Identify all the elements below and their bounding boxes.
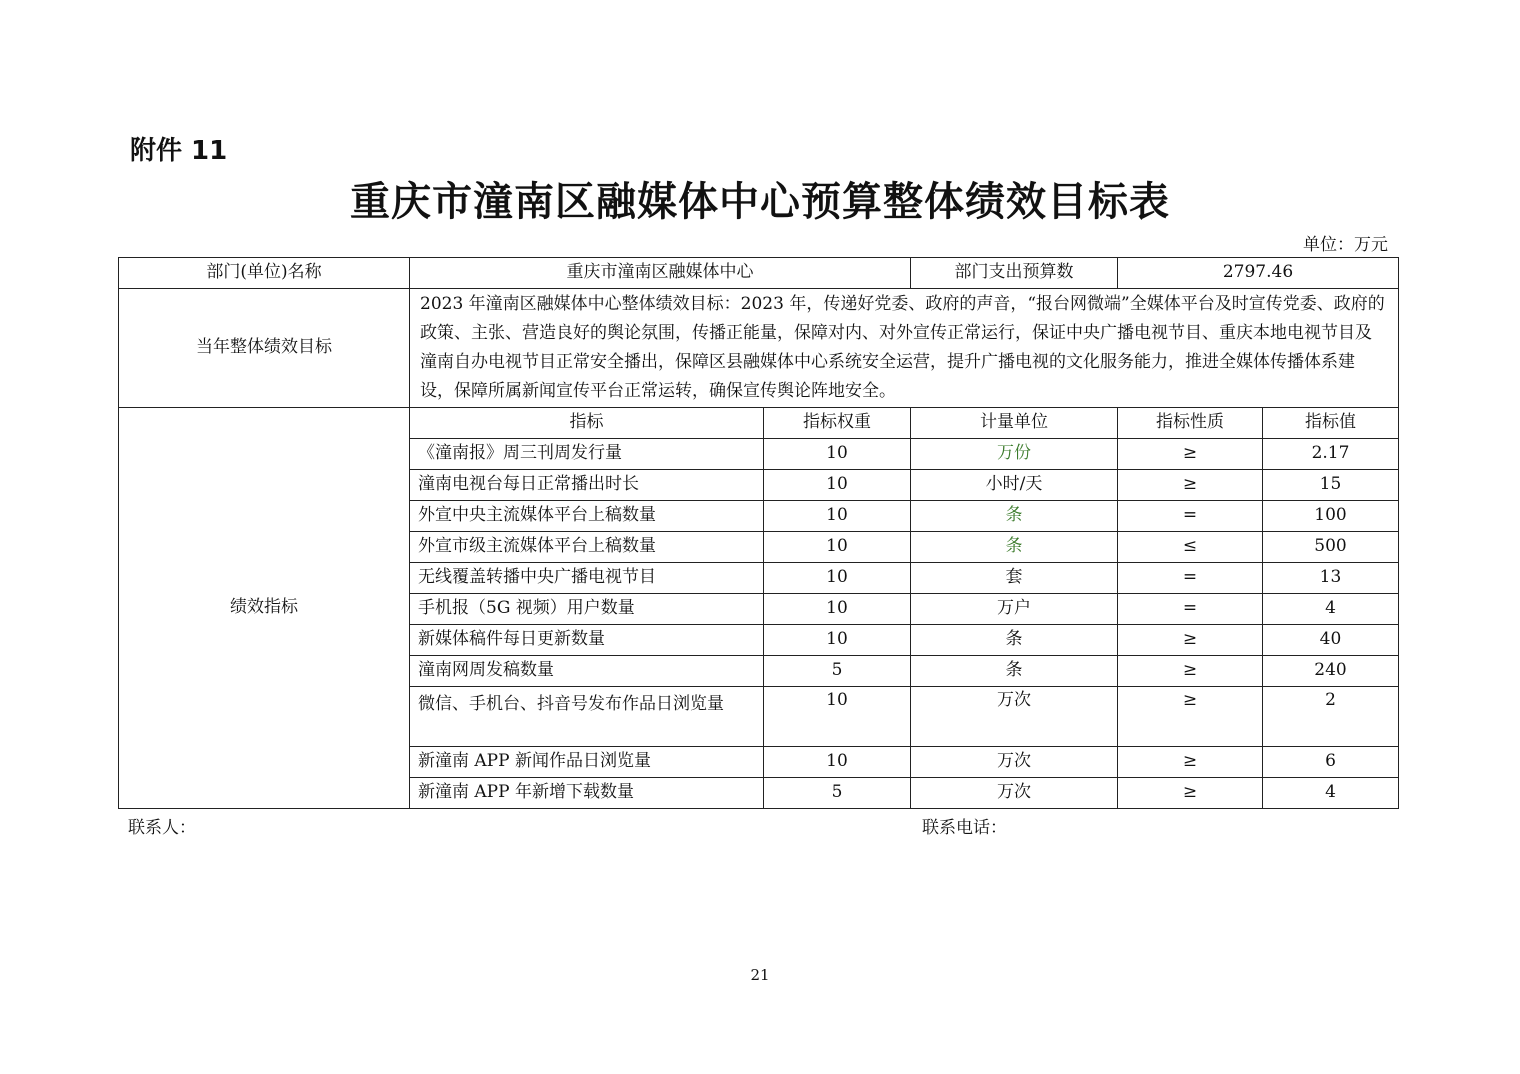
indicator-nature: ≥ (1118, 778, 1263, 809)
indicator-name: 《潼南报》周三刊周发行量 (410, 439, 764, 470)
indicator-weight: 10 (764, 687, 911, 747)
budget-value: 2797.46 (1118, 258, 1399, 289)
indicator-unit: 条 (911, 501, 1118, 532)
col-header-unit: 计量单位 (911, 408, 1118, 439)
indicators-label: 绩效指标 (119, 408, 410, 809)
indicator-name: 微信、手机台、抖音号发布作品日浏览量 (410, 687, 764, 747)
indicator-unit: 条 (911, 625, 1118, 656)
phone-label: 联系电话： (922, 818, 1007, 838)
indicator-name: 手机报（5G 视频）用户数量 (410, 594, 764, 625)
indicator-value: 500 (1263, 532, 1399, 563)
col-header-weight: 指标权重 (764, 408, 911, 439)
indicator-name: 新媒体稿件每日更新数量 (410, 625, 764, 656)
goal-row (119, 289, 1399, 408)
indicator-value: 100 (1263, 501, 1399, 532)
indicator-value: 13 (1263, 563, 1399, 594)
header-row (119, 258, 1399, 289)
dept-name: 重庆市潼南区融媒体中心 (410, 258, 911, 289)
unit-note: 单位：万元 (1303, 235, 1388, 255)
indicator-weight: 5 (764, 778, 911, 809)
indicator-unit: 万次 (911, 778, 1118, 809)
annex-label: 附件 11 (130, 136, 228, 166)
indicator-weight: 10 (764, 501, 911, 532)
indicator-unit: 万份 (911, 439, 1118, 470)
indicator-value: 40 (1263, 625, 1399, 656)
indicator-value: 4 (1263, 778, 1399, 809)
indicator-nature: = (1118, 594, 1263, 625)
indicator-name: 潼南电视台每日正常播出时长 (410, 470, 764, 501)
indicator-header-row (119, 408, 1399, 439)
indicator-nature: = (1118, 563, 1263, 594)
indicator-unit: 套 (911, 563, 1118, 594)
indicator-name: 外宣市级主流媒体平台上稿数量 (410, 532, 764, 563)
indicator-value: 2 (1263, 687, 1399, 747)
indicator-nature: ≥ (1118, 439, 1263, 470)
indicator-name: 新潼南 APP 年新增下载数量 (410, 778, 764, 809)
indicator-unit: 条 (911, 656, 1118, 687)
indicator-weight: 10 (764, 470, 911, 501)
indicator-nature: ≥ (1118, 687, 1263, 747)
indicator-weight: 10 (764, 625, 911, 656)
indicator-weight: 5 (764, 656, 911, 687)
indicator-nature: = (1118, 501, 1263, 532)
col-header-nature: 指标性质 (1118, 408, 1263, 439)
page-number: 21 (750, 966, 770, 984)
indicator-nature: ≤ (1118, 532, 1263, 563)
indicator-name: 潼南网周发稿数量 (410, 656, 764, 687)
performance-table (118, 257, 1399, 809)
col-header-value: 指标值 (1263, 408, 1399, 439)
indicator-unit: 条 (911, 532, 1118, 563)
indicator-nature: ≥ (1118, 656, 1263, 687)
indicator-weight: 10 (764, 532, 911, 563)
indicator-value: 6 (1263, 747, 1399, 778)
indicator-value: 4 (1263, 594, 1399, 625)
indicator-name: 无线覆盖转播中央广播电视节目 (410, 563, 764, 594)
indicator-weight: 10 (764, 594, 911, 625)
indicator-weight: 10 (764, 563, 911, 594)
indicator-value: 2.17 (1263, 439, 1399, 470)
budget-label: 部门支出预算数 (911, 258, 1118, 289)
indicator-value: 15 (1263, 470, 1399, 501)
contact-label: 联系人： (128, 818, 196, 838)
indicator-unit: 万次 (911, 687, 1118, 747)
indicator-weight: 10 (764, 439, 911, 470)
indicator-name: 外宣中央主流媒体平台上稿数量 (410, 501, 764, 532)
indicator-unit: 万次 (911, 747, 1118, 778)
dept-label: 部门(单位)名称 (119, 258, 410, 289)
indicator-unit: 万户 (911, 594, 1118, 625)
col-header-name: 指标 (410, 408, 764, 439)
indicator-unit: 小时/天 (911, 470, 1118, 501)
indicator-nature: ≥ (1118, 625, 1263, 656)
page-title: 重庆市潼南区融媒体中心预算整体绩效目标表 (350, 178, 1170, 225)
indicator-value: 240 (1263, 656, 1399, 687)
goal-label: 当年整体绩效目标 (119, 289, 410, 408)
indicator-nature: ≥ (1118, 470, 1263, 501)
indicator-name: 新潼南 APP 新闻作品日浏览量 (410, 747, 764, 778)
indicator-nature: ≥ (1118, 747, 1263, 778)
indicator-weight: 10 (764, 747, 911, 778)
goal-text: 2023 年潼南区融媒体中心整体绩效目标：2023 年，传递好党委、政府的声音，“报台网微端”全媒体平台及时宣传党委、政府的政策、主张、营造良好的舆论氛围，传播正能量，保障对内、对外宣传正常运行，保证中央广播电视节目、重庆本地电视节目及潼南自办电视节目正常安全播出，保障区县融媒体中心系统安全运营，提升广播电视的文化服务能力，推进全媒体传播体系建设，保障所属新闻宣传平台正常运转，确保宣传舆论阵地安全。 (410, 289, 1399, 408)
